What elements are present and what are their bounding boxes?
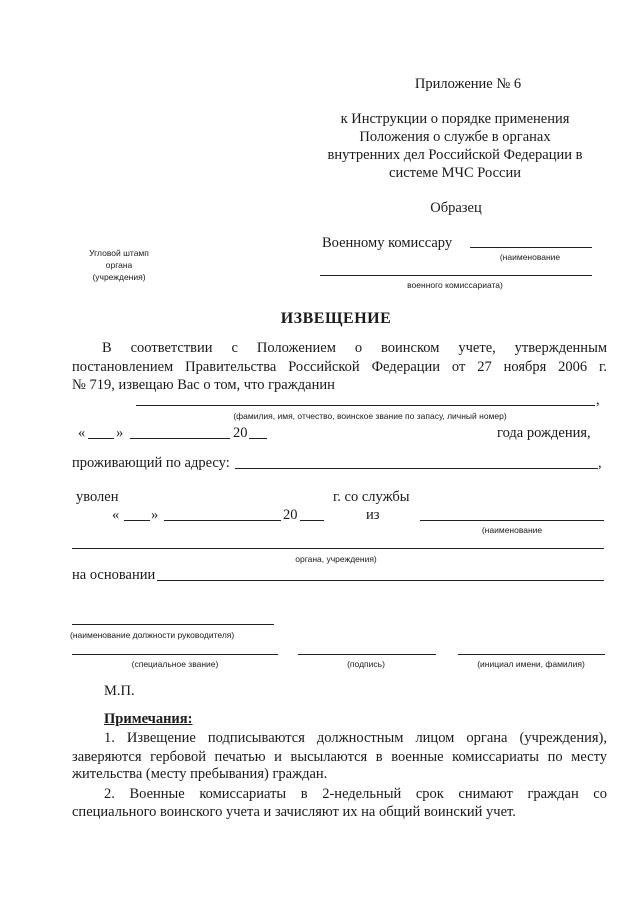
signature-line[interactable] [298, 654, 436, 655]
body-line-3: № 719, извещаю Вас о том, что гражданин [72, 377, 335, 393]
note-2-line-1: 2. Военные комиссариаты в 2-недельный срок снимают граждан со [104, 786, 607, 802]
basis-line[interactable] [157, 580, 604, 581]
birth-quote-close: » [116, 425, 124, 441]
initials-line[interactable] [458, 654, 605, 655]
stamp-line-2: органа [105, 260, 133, 270]
appendix-number: Приложение № 6 [414, 76, 522, 92]
birth-quote-open: « [78, 425, 86, 441]
person-comma: , [596, 392, 600, 408]
service-label: г. со службы [333, 489, 410, 505]
note-1-line-3: жительства (месту пребывания) граждан. [72, 766, 328, 782]
stamp-line-1: Угловой штамп [89, 248, 149, 258]
organization-line[interactable] [420, 520, 604, 521]
stamp-line-3: (учреждения) [92, 272, 146, 282]
birth-year-line[interactable] [249, 438, 267, 439]
dismissal-quote-open: « [112, 507, 120, 523]
dismissal-day-line[interactable] [124, 520, 150, 521]
organization-caption-2: органа, учреждения) [295, 554, 377, 564]
rank-caption: (специальное звание) [131, 659, 219, 669]
birth-month-line[interactable] [130, 438, 230, 439]
body-line-1: В соответствии с Положением о воинском учете, утвержденным [102, 340, 607, 356]
reference-line-2: Положения о службе в органах [359, 129, 551, 145]
dismissal-month-line[interactable] [164, 520, 281, 521]
position-caption: (наименование должности руководителя) [70, 630, 235, 640]
body-line-2: постановлением Правительства Российской Федерации от 27 ноября 2006 г. [72, 359, 607, 375]
document-title: ИЗВЕЩЕНИЕ [280, 310, 392, 327]
person-line[interactable] [136, 405, 595, 406]
birth-year-prefix: 20 [233, 425, 248, 441]
dismissed-label: уволен [76, 489, 119, 505]
address-line[interactable] [235, 468, 598, 469]
note-1-line-1: 1. Извещение подписываются должностным лицом органа (учреждения), [104, 730, 607, 746]
address-label: проживающий по адресу: [72, 455, 230, 471]
addressee-caption-2: военного комиссариата) [407, 280, 503, 290]
addressee-label: Военному комиссару [322, 235, 453, 251]
dismissal-year-prefix: 20 [283, 507, 298, 523]
signature-caption: (подпись) [347, 659, 385, 669]
address-comma: , [598, 455, 602, 471]
note-1-line-2: заверяются гербовой печатью и высылаются в военные комиссариаты по месту [72, 749, 607, 765]
from-label: из [366, 507, 380, 523]
reference-line-3: внутренних дел Российской Федерации в [327, 147, 583, 163]
seal-label: М.П. [104, 683, 135, 699]
basis-label: на основании [72, 567, 156, 583]
dismissal-quote-close: » [151, 507, 159, 523]
organization-line-2[interactable] [72, 548, 604, 549]
reference-line-4: системе МЧС России [389, 165, 521, 181]
initials-caption: (инициал имени, фамилия) [477, 659, 585, 669]
birth-day-line[interactable] [88, 438, 114, 439]
birth-label: года рождения, [497, 425, 591, 441]
notes-heading: Примечания: [104, 711, 193, 727]
person-caption: (фамилия, имя, отчество, воинское звание по запасу, личный номер) [233, 411, 507, 421]
commissar-name-line[interactable] [470, 247, 592, 248]
commissariat-line[interactable] [320, 275, 592, 276]
note-2-line-2: специального воинского учета и зачисляют их на общий воинский учет. [72, 804, 516, 820]
position-line[interactable] [72, 624, 274, 625]
rank-line[interactable] [72, 654, 278, 655]
addressee-caption-1: (наименование [499, 252, 561, 262]
sample-label: Образец [430, 200, 482, 216]
reference-line-1: к Инструкции о порядке применения [340, 111, 570, 127]
organization-caption-1: (наименование [481, 525, 543, 535]
dismissal-year-line[interactable] [300, 520, 324, 521]
